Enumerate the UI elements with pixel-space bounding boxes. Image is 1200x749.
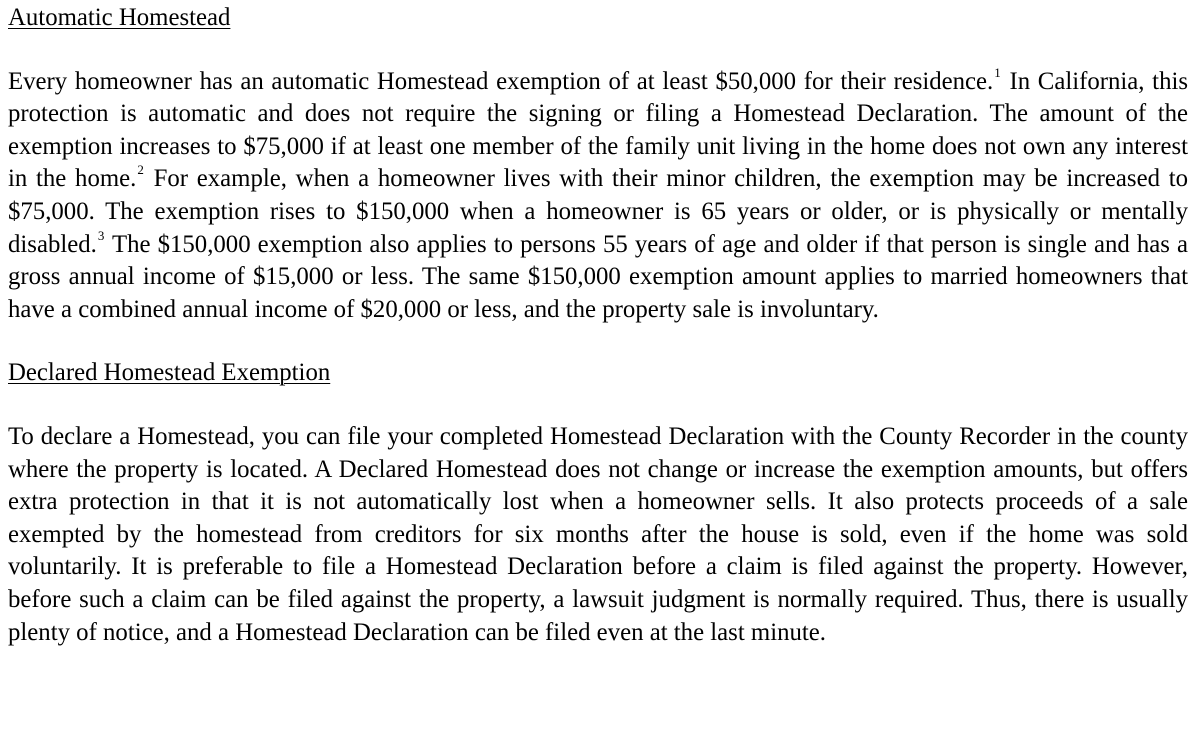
paragraph-text: Every homeowner has an automatic Homestead exemption of at least $50,000 for their residence. bbox=[8, 67, 994, 95]
footnote-marker-3[interactable]: 3 bbox=[97, 227, 105, 243]
section-heading-automatic-homestead: Automatic Homestead bbox=[8, 4, 231, 31]
footnote-marker-1[interactable]: 1 bbox=[994, 64, 1001, 80]
footnote-marker-2[interactable]: 2 bbox=[137, 162, 144, 178]
paragraph-text: The $150,000 exemption also applies to persons 55 years of age and older if that person is single and has a gross annual income of $15,000 or less. The same $150,000 exemption amount applies to married homeowners that have a combined annual income of $20,000 or less, and the property sale is involuntary. bbox=[8, 230, 1188, 323]
section-heading-declared-homestead-exemption: Declared Homestead Exemption bbox=[8, 359, 331, 387]
paragraph-declared-homestead-exemption: To declare a Homestead, you can file your completed Homestead Declaration with the County Recorder in the county where the property is located. A Declared Homestead does not change or increase the exemption amounts, but offers extra protection in that it is not automatically lost when a homeowner sells. It also protects proceeds of a sale exempted by the homestead from creditors for six months after the house is sold, even if the home was sold voluntarily. It is preferable to file a Homestead Declaration before a claim is filed against the property. However, before such a claim can be filed against the property, a lawsuit judgment is normally required. Thus, there is usually plenty of notice, and a Homestead Declaration can be filed even at the last minute. bbox=[8, 422, 1188, 646]
paragraph-text: In California, this protection is automatic and does not require the signing or filing a Homestead Declaration. The amount of the exemption increases to $75,000 if at least one member of the family unit living in the home does not own any interest in the home. bbox=[8, 67, 1189, 193]
document-page bbox=[8, 0, 1188, 649]
paragraph-automatic-homestead bbox=[8, 66, 1188, 327]
paragraph-text: For example, when a homeowner lives with their minor children, the exemption may be increased to $75,000. The exemption rises to $150,000 when a homeowner is 65 years or older, or is physically or mentally disabled. bbox=[8, 165, 1188, 258]
